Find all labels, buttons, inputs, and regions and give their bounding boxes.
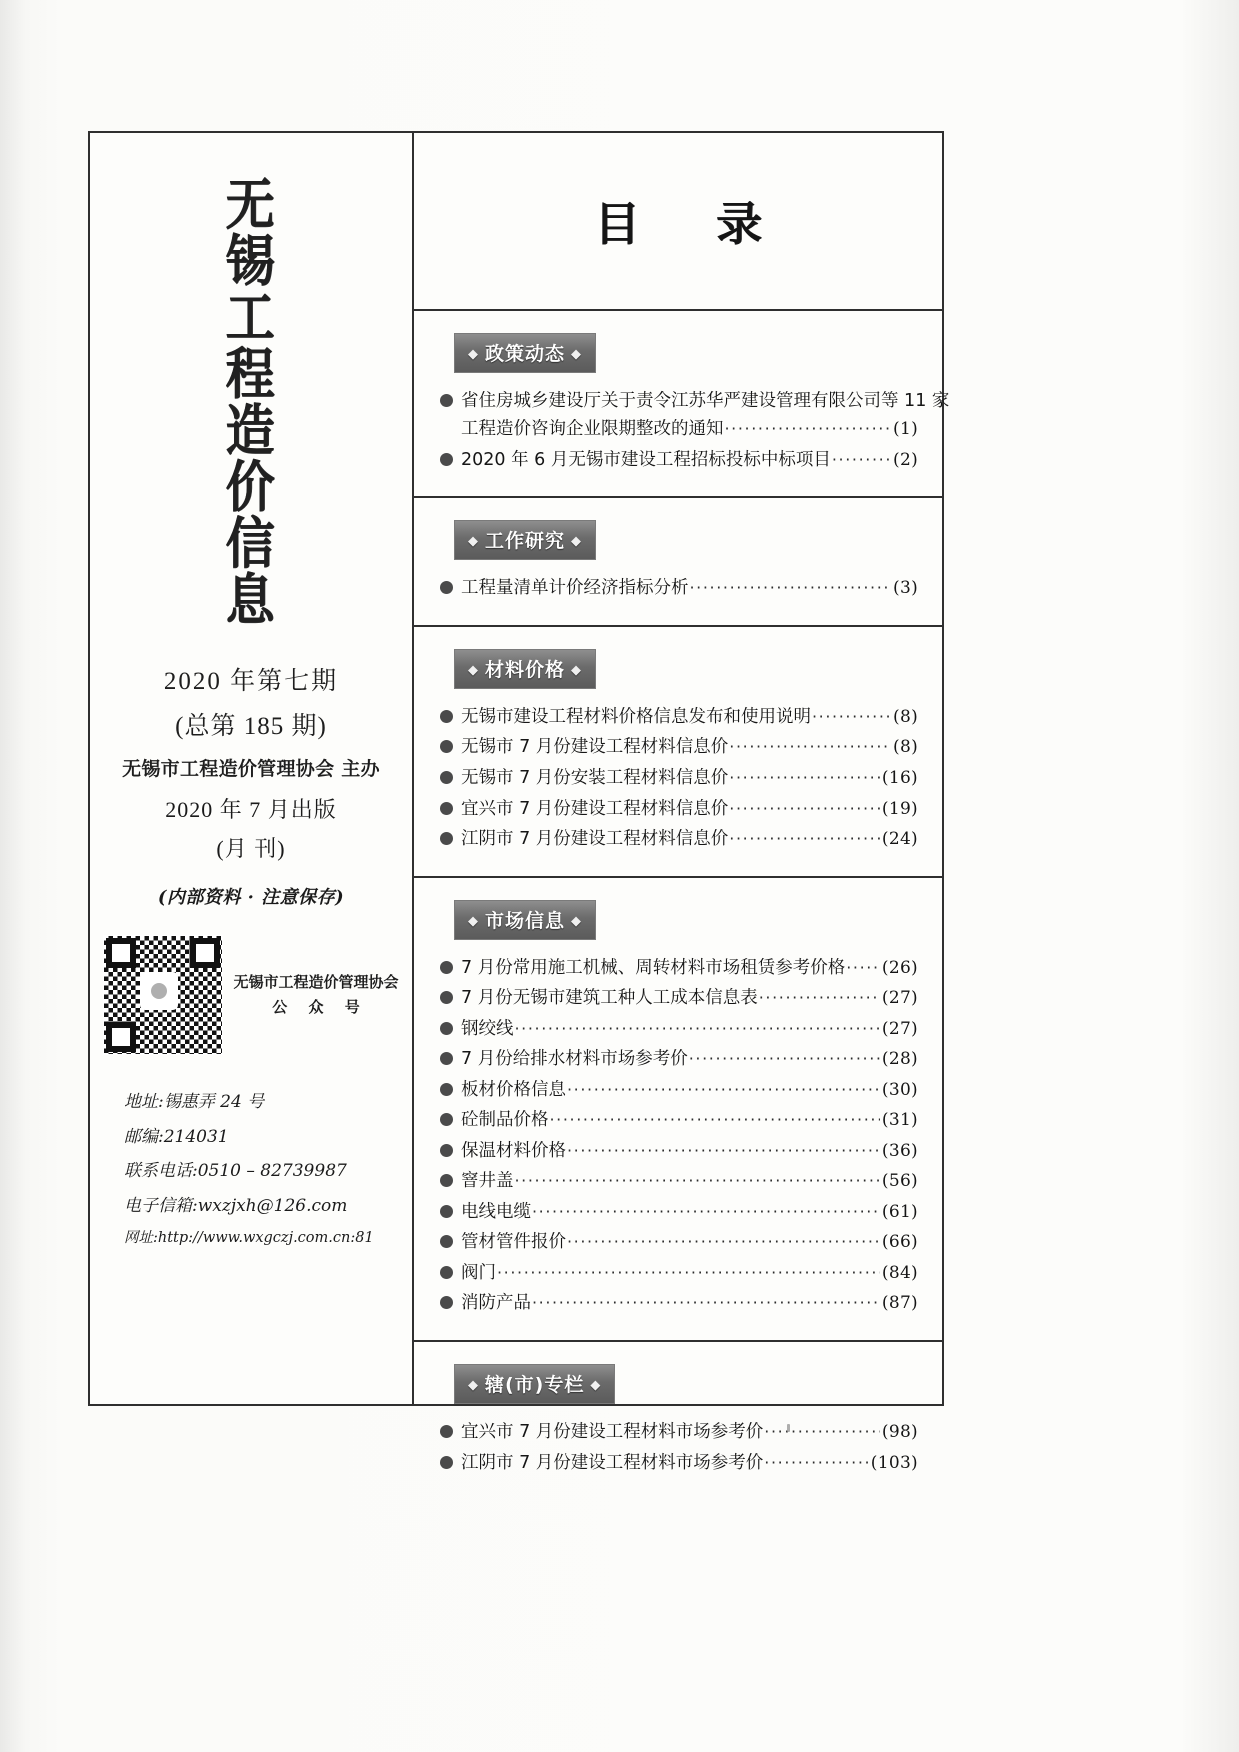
section-header-label: 政策动态	[485, 343, 566, 365]
dot-leader	[567, 1229, 880, 1255]
title-char-8: 息	[225, 566, 277, 633]
contact-phone: 联系电话:0510 – 82739987	[124, 1161, 347, 1182]
toc-entry[interactable]	[438, 825, 918, 854]
toc-entry-line	[461, 1449, 918, 1478]
toc-entry[interactable]	[438, 1045, 918, 1074]
toc-entry[interactable]	[438, 1228, 918, 1257]
toc-entry[interactable]	[438, 1076, 918, 1105]
title-char-7: 信	[225, 510, 277, 576]
title-char-3: 工	[225, 284, 277, 350]
toc-entry-title: 板材价格信息	[461, 1079, 566, 1100]
toc-entry[interactable]	[438, 1449, 918, 1478]
toc-entry-line	[461, 733, 918, 762]
bullet-icon	[440, 1296, 453, 1309]
toc-section	[414, 878, 942, 1340]
bullet-icon	[440, 1174, 453, 1187]
toc-entry-title: 7 月份无锡市建筑工种人工成本信息表	[461, 988, 758, 1009]
toc-entry-body	[461, 984, 918, 1013]
toc-entry-body	[461, 1198, 918, 1227]
dot-leader	[567, 1077, 880, 1103]
toc-entry-line	[461, 1076, 918, 1105]
toc-entry-title: 消防产品	[461, 1293, 531, 1314]
section-entries	[438, 954, 918, 1318]
toc-entry-body	[461, 446, 918, 475]
toc-entry-title: 宜兴市 7 月份建设工程材料市场参考价	[461, 1421, 764, 1442]
toc-entry-title: 无锡市建设工程材料价格信息发布和使用说明	[461, 706, 811, 727]
dot-leader	[729, 826, 880, 852]
toc-entry[interactable]	[438, 984, 918, 1013]
contact-address: 地址:锡惠弄 24 号	[124, 1091, 265, 1112]
toc-page-number: (84)	[881, 1262, 918, 1283]
toc-entry-line	[461, 764, 918, 793]
toc-entry-body	[461, 574, 918, 603]
toc-entry-body	[461, 1228, 918, 1257]
toc-entry-body	[461, 764, 918, 793]
wechat-qr-block	[102, 935, 400, 1055]
qr-caption-line2: 公 众 号	[272, 997, 368, 1016]
bullet-icon	[440, 1113, 453, 1126]
bullet-icon	[440, 802, 453, 815]
toc-section	[414, 311, 950, 496]
toc-entry-body	[461, 387, 950, 444]
toc-page-number: (3)	[893, 578, 918, 599]
toc-entry-body	[461, 733, 918, 762]
qr-caption	[233, 970, 398, 1020]
toc-page-number: (30)	[881, 1079, 918, 1100]
toc-entry-body	[461, 954, 918, 983]
section-header	[454, 900, 596, 940]
toc-entry[interactable]	[438, 954, 918, 983]
title-char-6: 价	[225, 453, 277, 520]
toc-page-number: (103)	[870, 1452, 918, 1473]
bullet-icon	[440, 581, 453, 594]
toc-entry-title: 工程量清单计价经济指标分析	[461, 578, 689, 599]
toc-entry-title: 砼制品价格	[461, 1110, 549, 1131]
section-entries	[438, 574, 918, 603]
dot-leader	[550, 1107, 880, 1133]
sponsor-line: 无锡市工程造价管理协会 主办	[122, 757, 380, 780]
section-header-label: 工作研究	[485, 530, 566, 553]
toc-entry-line	[461, 446, 918, 475]
dot-leader	[497, 1260, 880, 1286]
toc-entry[interactable]	[438, 387, 950, 444]
toc-page-number: (27)	[881, 988, 918, 1009]
dot-leader	[725, 416, 892, 442]
toc-entry-line	[461, 1198, 918, 1227]
title-char-5: 造	[225, 397, 277, 463]
toc-entry-body	[461, 1015, 918, 1044]
dot-leader	[729, 734, 891, 760]
dot-leader	[812, 704, 891, 730]
toc-entry-body	[461, 1076, 918, 1105]
toc-entry-line	[461, 954, 918, 983]
toc-section	[414, 498, 942, 625]
contact-email: 电子信箱:wxzjxh@126.com	[124, 1196, 348, 1217]
bullet-icon	[440, 1144, 453, 1157]
toc-page-number: (24)	[881, 829, 918, 850]
internal-notice: (内部资料 · 注意保存)	[157, 886, 345, 908]
qr-finder-icon	[106, 1022, 136, 1052]
toc-page-number: (66)	[881, 1232, 918, 1253]
toc-entry-line	[461, 703, 918, 732]
toc-entry-line	[461, 795, 918, 824]
bullet-icon	[440, 394, 453, 407]
toc-page-number: (2)	[893, 449, 918, 470]
diamond-icon: ◆	[468, 1377, 479, 1393]
toc-entry-title: 阀门	[461, 1262, 496, 1283]
diamond-icon: ◆	[571, 347, 583, 362]
toc-entry-body	[461, 1167, 918, 1196]
toc-entry[interactable]	[438, 1137, 918, 1166]
toc-entry-line	[461, 1045, 918, 1074]
toc-entry-body	[461, 825, 918, 854]
toc-page-number: (27)	[881, 1018, 918, 1039]
toc-section	[414, 627, 942, 876]
toc-entry-line	[461, 1106, 918, 1135]
issue-total-number: (总第 185 期)	[175, 712, 327, 740]
qr-code-icon	[103, 935, 223, 1055]
toc-entry-title: 窨井盖	[461, 1171, 514, 1192]
dot-leader	[764, 1450, 869, 1476]
bullet-icon	[440, 1425, 453, 1438]
bullet-icon	[440, 1205, 453, 1218]
title-char-4: 程	[225, 340, 277, 407]
toc-entry-body	[461, 1045, 918, 1074]
bullet-icon	[440, 961, 453, 974]
toc-entry-line	[461, 574, 918, 603]
diamond-icon: ◆	[571, 662, 583, 678]
dot-leader	[515, 1168, 880, 1194]
toc-page-number: (28)	[881, 1049, 918, 1070]
toc-entry-title: 电线电缆	[461, 1201, 531, 1222]
bullet-icon	[440, 1266, 453, 1279]
toc-page-number: (26)	[881, 957, 918, 978]
toc-entry-line	[461, 1228, 918, 1257]
page-title: 目 录	[593, 197, 792, 251]
qr-logo-icon	[142, 974, 176, 1008]
toc-entry-title: 管材管件报价	[461, 1232, 566, 1253]
section-header-label: 市场信息	[485, 909, 566, 932]
scan-artifact	[787, 1424, 790, 1432]
diamond-icon: ◆	[590, 1377, 602, 1393]
toc-entry-title: 省住房城乡建设厅关于责令江苏华严建设管理有限公司等 11 家	[461, 391, 950, 411]
toc-entry-body	[461, 1137, 918, 1166]
dot-leader	[832, 447, 891, 473]
toc-entry[interactable]	[438, 1418, 918, 1447]
title-char-1: 无	[225, 171, 277, 237]
toc-entry-title: 江阴市 7 月份建设工程材料信息价	[461, 829, 729, 850]
diamond-icon: ◆	[571, 913, 583, 929]
toc-entry-body	[461, 1106, 918, 1135]
magazine-title	[102, 171, 400, 633]
contact-website[interactable]: 网址:http://www.wxgczj.com.cn:81	[124, 1230, 374, 1247]
toc-page-number: (1)	[893, 419, 918, 440]
bullet-icon	[440, 740, 453, 753]
bullet-icon	[440, 832, 453, 845]
section-header-label: 辖(市)专栏	[485, 1373, 585, 1396]
toc-entry-line	[461, 984, 918, 1013]
toc-entry[interactable]	[438, 1198, 918, 1227]
toc-entry-title: 工程造价咨询企业限期整改的通知	[461, 419, 724, 440]
toc-entry[interactable]	[438, 764, 918, 793]
dot-leader	[729, 796, 880, 822]
title-char-2: 锡	[225, 227, 277, 294]
publish-frequency: (月 刊)	[216, 835, 286, 861]
dot-leader	[759, 985, 880, 1011]
bullet-icon	[440, 1235, 453, 1248]
dot-leader	[729, 765, 880, 791]
toc-entry-body	[461, 703, 918, 732]
toc-entry[interactable]	[438, 795, 918, 824]
section-header	[454, 333, 596, 373]
toc-entry-title: 无锡市 7 月份建设工程材料信息价	[461, 737, 729, 758]
toc-entry-title: 保温材料价格	[461, 1140, 566, 1161]
diamond-icon: ◆	[571, 534, 583, 550]
bullet-icon	[440, 771, 453, 784]
dot-leader	[567, 1138, 880, 1164]
toc-frame	[88, 131, 950, 1473]
toc-entry-line	[461, 1015, 918, 1044]
diamond-icon: ◆	[468, 534, 479, 550]
bullet-icon	[440, 1456, 453, 1469]
toc-entry[interactable]	[438, 446, 918, 475]
toc-entry[interactable]	[438, 1167, 918, 1196]
dot-leader	[515, 1016, 880, 1042]
toc-entry[interactable]	[438, 574, 918, 603]
toc-page-number: (36)	[881, 1140, 918, 1161]
cover-column	[90, 133, 412, 1404]
toc-entry-line	[461, 825, 918, 854]
toc-entry[interactable]	[438, 1106, 918, 1135]
toc-entry-body	[461, 795, 918, 824]
toc-page-number: (8)	[893, 737, 918, 758]
toc-entry-line	[461, 1418, 918, 1447]
toc-entry[interactable]	[438, 1015, 918, 1044]
diamond-icon: ◆	[468, 662, 479, 678]
toc-entry-title: 2020 年 6 月无锡市建设工程招标投标中标项目	[461, 449, 831, 470]
toc-entry[interactable]	[438, 1259, 918, 1288]
dot-leader	[532, 1199, 880, 1225]
toc-entry-title: 无锡市 7 月份安装工程材料信息价	[461, 768, 729, 788]
bullet-icon	[440, 1083, 453, 1096]
toc-page-number: (98)	[881, 1421, 918, 1442]
section-header	[454, 520, 596, 560]
diamond-icon: ◆	[468, 913, 479, 929]
toc-entry-title: 钢绞线	[461, 1018, 514, 1039]
toc-entry-title: 宜兴市 7 月份建设工程材料信息价	[461, 798, 729, 819]
toc-page-number: (56)	[881, 1171, 918, 1192]
toc-section	[414, 1342, 942, 1499]
section-entries	[438, 703, 918, 854]
toc-page-number: (61)	[881, 1201, 918, 1222]
section-entries	[438, 1418, 918, 1477]
toc-entry-body	[461, 1259, 918, 1288]
dot-leader	[689, 1046, 880, 1072]
dot-leader	[690, 575, 892, 601]
toc-entry-line	[461, 1167, 918, 1196]
publish-date: 2020 年 7 月出版	[165, 796, 337, 822]
section-header-label: 材料价格	[485, 658, 566, 681]
bullet-icon	[440, 991, 453, 1004]
bullet-icon	[440, 453, 453, 466]
toc-page-number: (31)	[881, 1110, 918, 1131]
toc-page-number: (87)	[881, 1293, 918, 1314]
toc-page-number: (19)	[881, 798, 918, 819]
toc-entry-body	[461, 1289, 918, 1318]
qr-caption-line1: 无锡市工程造价管理协会	[233, 973, 399, 991]
bullet-icon	[440, 1022, 453, 1035]
toc-entry[interactable]	[438, 1289, 918, 1318]
bullet-icon	[440, 1052, 453, 1065]
dot-leader	[532, 1290, 880, 1316]
issue-number: 2020 年第七期	[163, 667, 339, 695]
section-header	[454, 1364, 615, 1404]
toc-entry-title: 7 月份给排水材料市场参考价	[461, 1049, 688, 1070]
toc-entry[interactable]	[438, 703, 918, 732]
toc-entry[interactable]	[438, 733, 918, 762]
contact-postcode: 邮编:214031	[124, 1126, 229, 1147]
diamond-icon: ◆	[468, 347, 479, 362]
bullet-icon	[440, 710, 453, 723]
toc-entry-line-wrap	[461, 387, 950, 415]
contact-block	[102, 1085, 400, 1254]
toc-entry-body	[461, 1418, 918, 1447]
section-entries	[438, 387, 950, 474]
toc-entry-line	[461, 415, 918, 444]
toc-entry-title: 江阴市 7 月份建设工程材料市场参考价	[461, 1452, 764, 1473]
toc-entry-title: 7 月份常用施工机械、周转材料市场租赁参考价格	[461, 957, 846, 978]
toc-sections	[414, 311, 950, 1499]
dot-leader	[764, 1419, 880, 1445]
dot-leader	[846, 955, 880, 981]
toc-entry-line	[461, 1289, 918, 1318]
toc-column	[414, 133, 950, 1473]
toc-entry-body	[461, 1449, 918, 1478]
toc-entry-line	[461, 1137, 918, 1166]
toc-page-number: (16)	[881, 768, 918, 788]
toc-entry-line	[461, 1259, 918, 1288]
section-header	[454, 649, 596, 689]
toc-page-number: (8)	[893, 706, 918, 727]
